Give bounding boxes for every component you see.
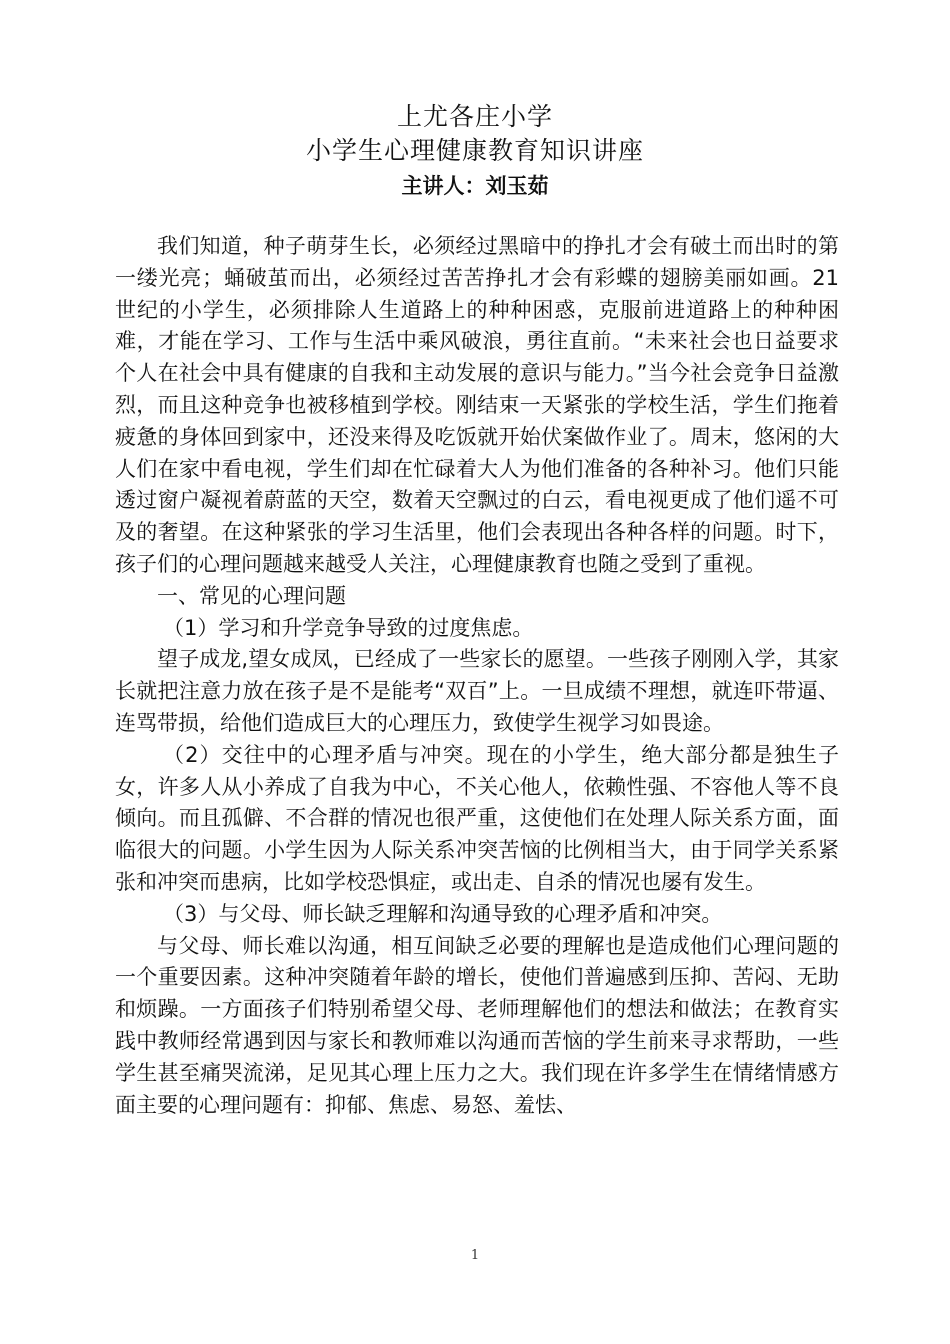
paragraph-communication: 与父母、师长难以沟通，相互间缺乏必要的理解也是造成他们心理问题的一个重要因素。这种冲突随着年龄的增长，使他们普遍感到压抑、苦闷、无助和烦躁。一方面孩子们特别希望父母、老师理解他们的想法和做法；在教育实践中教师经常遇到因与家长和教师难以沟通而苦恼的学生前来寻求帮助，一些学生甚至痛哭流涕，足见其心理上压力之大。我们现在许多学生在情绪情感方面主要的心理问题有：抑郁、焦虑、易怒、羞怯、 [115,933,839,1117]
school-name: 上尤各庄小学 [396,102,553,131]
section-heading: 一、常见的心理问题 [157,583,346,608]
subheading-1: （1）学习和升学竞争导致的过度焦虑。 [163,615,534,640]
speaker-line: 主讲人：刘玉茹 [401,174,549,198]
lecture-title: 小学生心理健康教育知识讲座 [305,136,644,165]
subheading-3: （3）与父母、师长缺乏理解和沟通导致的心理矛盾和冲突。 [163,901,723,926]
paragraph-social-conflict: （2）交往中的心理矛盾与冲突。现在的小学生，绝大部分都是独生子女，许多人从小养成了自我为中心，不关心他人，依赖性强、不容他人等不良倾向。而且孤僻、不合群的情况也很严重，这使他们在处理人际关系方面，面临很大的问题。小学生因为人际关系冲突苦恼的比例相当大，由于同学关系紧张和冲突而患病，比如学校恐惧症，或出走、自杀的情况也屡有发生。 [115,742,839,894]
title-block [0,100,950,202]
intro-paragraph: 我们知道，种子萌芽生长，必须经过黑暗中的挣扎才会有破土而出时的第一缕光亮；蛹破茧而出，必须经过苦苦挣扎才会有彩蝶的翅膀美丽如画。21 世纪的小学生，必须排除人生道路上的种种困惑，克服前进道路上的种种困难，才能在学习、工作与生活中乘风破浪，勇往直前。“未来社会也日益要求个人在社会中具有健康的自我和主动发展的意识与能力。”当今社会竞争日益激烈，而且这种竞争也被移植到学校。刚结束一天紧张的学校生活，学生们拖着疲惫的身体回到家中，还没来得及吃饭就开始伏案做作业了。周末，悠闲的大人们在家中看电视，学生们却在忙碌着大人为他们准备的各种补习。他们只能透过窗户凝视着蔚蓝的天空，数着天空飘过的白云，看电视更成了他们遥不可及的奢望。在这种紧张的学习生活里，他们会表现出各种各样的问题。时下，孩子们的心理问题越来越受人关注，心理健康教育也随之受到了重视。 [115,234,839,576]
paragraph-anxiety: 望子成龙,望女成凤，已经成了一些家长的愿望。一些孩子刚刚入学，其家长就把注意力放在孩子是不是能考“双百”上。一旦成绩不理想，就连吓带逼、连骂带损，给他们造成巨大的心理压力，致使学生视学习如畏途。 [115,647,839,735]
page-number: 1 [470,1248,480,1263]
document-body [115,231,839,1121]
